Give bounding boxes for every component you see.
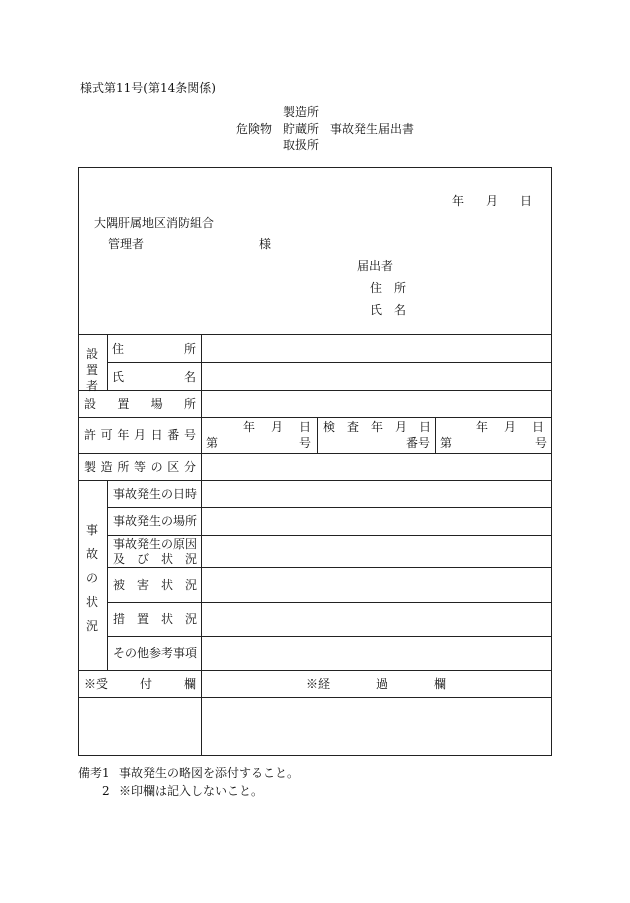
- installer-name-label: 氏 名: [112, 370, 196, 384]
- form-number: 様式第11号(第14条関係): [80, 81, 216, 95]
- facility-type-storage: 貯蔵所: [283, 122, 320, 136]
- installer-address-label: 住 所: [112, 342, 196, 356]
- inspection-date-fields: 年 月 日: [476, 420, 544, 434]
- permit-go: 号: [299, 436, 312, 450]
- title-prefix: 危険物: [236, 122, 273, 136]
- manager-label: 管理者: [108, 237, 145, 251]
- measures-label: 措 置 状 況: [113, 612, 197, 626]
- damage-label: 被 害 状 況: [113, 578, 197, 592]
- permit-date-number-label: 許 可 年 月 日 番 号: [84, 428, 196, 442]
- remarks-note-2: ※印欄は記入しないこと。: [119, 784, 264, 798]
- accident-status-group-label: 事 故 の 状 況: [85, 523, 98, 633]
- inspection-dai: 第: [440, 436, 453, 450]
- remarks-note-1: 事故発生の略図を添付すること。: [119, 766, 300, 780]
- facility-type-handling: 取扱所: [283, 138, 320, 152]
- reporter-label: 届出者: [357, 259, 394, 273]
- reporter-name-label: 氏 名: [370, 303, 406, 317]
- facility-type-manufacturing: 製造所: [283, 105, 320, 119]
- inspection-number-label: 番号: [406, 436, 431, 450]
- inspection-date-label: 検 査 年 月 日: [323, 420, 431, 434]
- installation-site-label: 設 置 場 所: [84, 397, 196, 411]
- addressee: 大隅肝属地区消防組合: [94, 216, 215, 230]
- submission-date: 年 月 日: [452, 194, 532, 208]
- permit-dai: 第: [206, 436, 219, 450]
- facility-class-label: 製 造 所 等 の 区 分: [84, 460, 196, 474]
- installer-group-label: 設 置 者: [85, 347, 98, 393]
- cause-label-line2: 及 び 状 況: [113, 552, 197, 566]
- remarks-label: 備考1: [78, 766, 110, 780]
- occurrence-datetime-label: 事故発生の日時: [113, 487, 198, 501]
- other-notes-label: その他参考事項: [113, 646, 198, 660]
- permit-date-fields: 年 月 日: [243, 420, 311, 434]
- progress-column-label: ※経 過 欄: [306, 677, 446, 691]
- title-suffix: 事故発生届出書: [330, 122, 415, 136]
- remarks-number-2: 2: [102, 784, 110, 798]
- inspection-go: 号: [535, 436, 548, 450]
- reporter-address-label: 住 所: [370, 281, 406, 295]
- honorific: 様: [259, 237, 272, 251]
- occurrence-place-label: 事故発生の場所: [113, 514, 198, 528]
- reception-column-label: ※受 付 欄: [84, 677, 196, 691]
- cause-label: 事故発生の原因: [113, 537, 198, 551]
